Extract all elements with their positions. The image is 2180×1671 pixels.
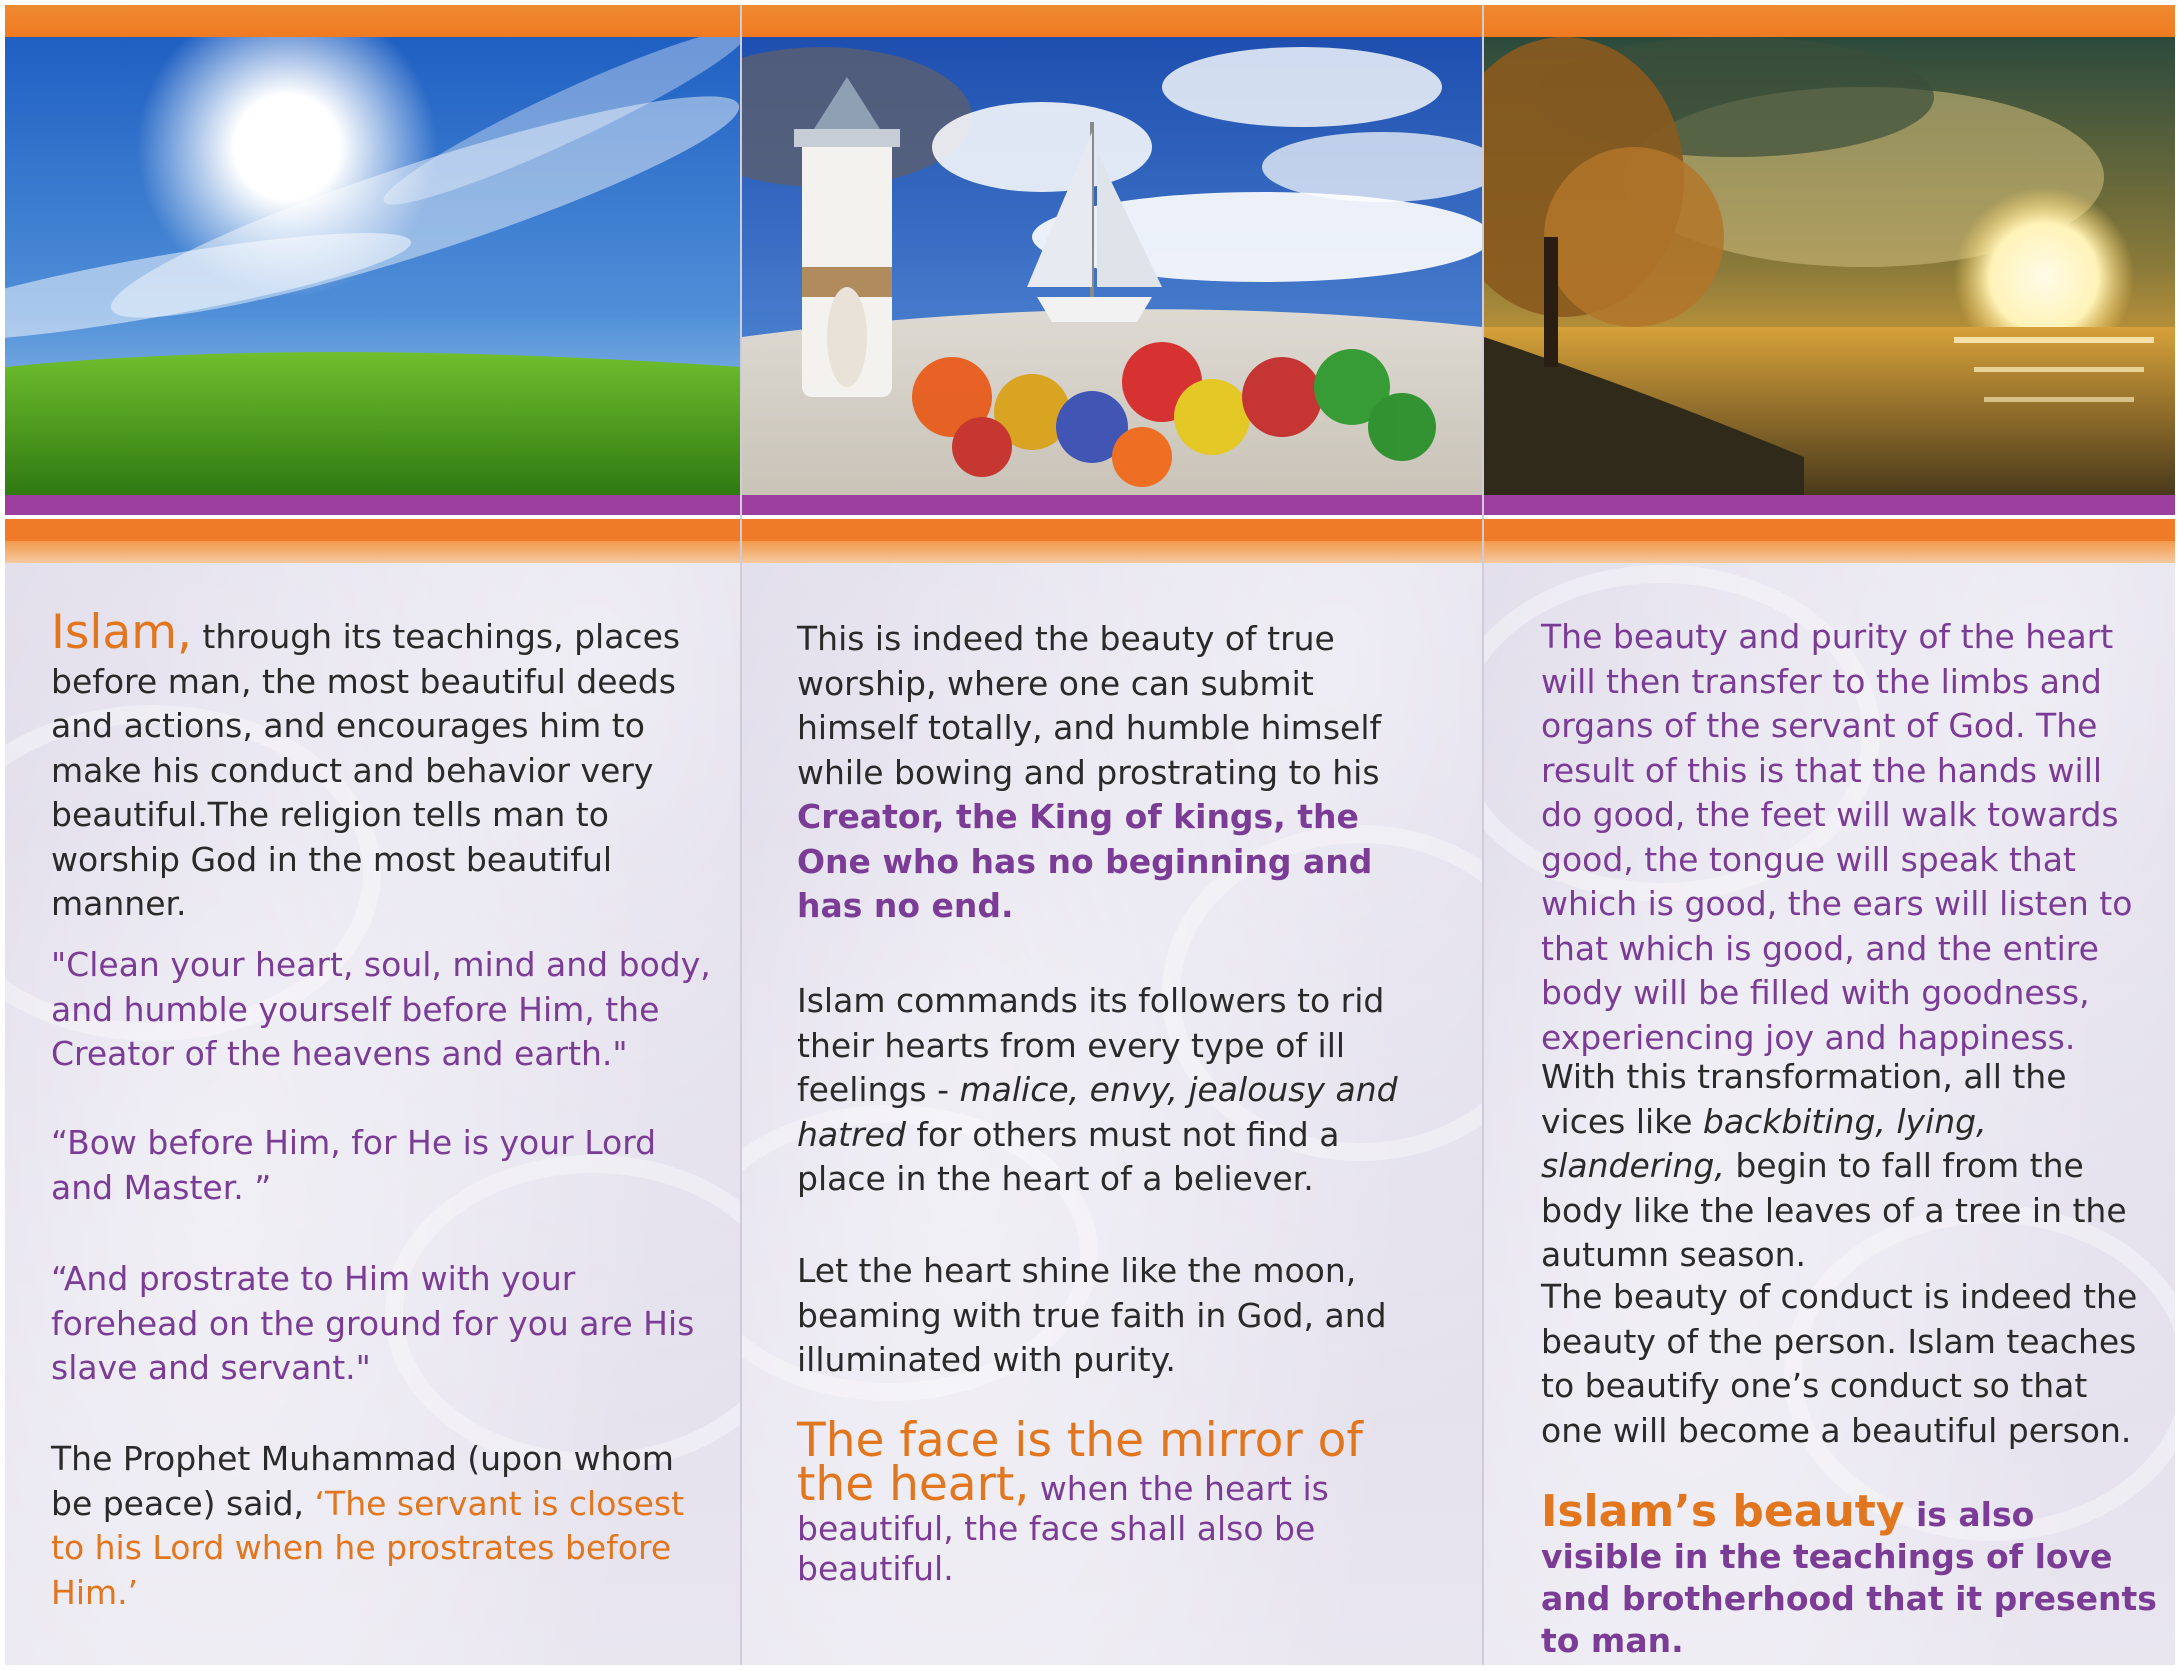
- panel-right: [1484, 5, 2175, 1665]
- islam-heading: Islam,: [51, 605, 192, 660]
- mirror-heading: The face is the mirror of the heart,: [797, 1413, 1363, 1512]
- ill-feelings-list: malice, envy, jealousy and hatred: [797, 1070, 1398, 1154]
- ill-feelings-end: for others must not find a place in the heart of a believer.: [797, 1114, 1340, 1198]
- mirror-text: when the heart is beautiful, the face shall also be beautiful.: [797, 1469, 1329, 1588]
- sun-field-photo: [5, 37, 740, 495]
- panel3-purity: The beauty and purity of the heart will then transfer to the limbs and organs of the servant of God. The result of this is that the hands will do good, the feet will walk towards good, the tongue will speak that which is good, the ears will listen to that which is good, and the entire body will be filled with goodness, experiencing joy and happiness.: [1541, 617, 2133, 1057]
- panel1-intro: [51, 605, 711, 927]
- panel-middle: [742, 5, 1482, 1665]
- panel2-ill-feelings: [797, 979, 1427, 1202]
- prophet-quote: ‘The servant is closest to his Lord when he prostrates before Him.’: [51, 1483, 685, 1612]
- prophet-saying: [51, 1437, 711, 1615]
- quote-bow: “Bow before Him, for He is your Lord and Master. ”: [51, 1123, 657, 1207]
- panel2-moon: Let the heart shine like the moon, beaming with true faith in God, and illuminated with purity.: [797, 1251, 1387, 1379]
- quote-clean-heart: "Clean your heart, soul, mind and body, and humble yourself before Him, the Creator of the heavens and earth.": [51, 945, 711, 1073]
- color-stripes: [5, 495, 740, 563]
- prophet-saying-text: The Prophet Muhammad (upon whom be peace) said,: [51, 1439, 674, 1523]
- vices-list: backbiting, lying, slandering,: [1541, 1101, 1987, 1185]
- panel2-mirror: [797, 1413, 1447, 1589]
- sunset-sea-photo: [1484, 37, 2175, 495]
- brochure: [5, 5, 2175, 1665]
- islams-beauty-heading: Islam’s beauty: [1541, 1486, 1905, 1537]
- panel3-beauty: [1541, 1486, 2161, 1662]
- lighthouse-beach-photo: [742, 37, 1482, 495]
- panel-left: [5, 5, 740, 1665]
- panel3-vices: [1541, 1055, 2141, 1278]
- top-orange-band: [1484, 5, 2175, 37]
- vices-end: begin to fall from the body like the leaves of a tree in the autumn season.: [1541, 1146, 2127, 1274]
- panel2-worship: [797, 617, 1427, 929]
- vices-text: With this transformation, all the vices like: [1541, 1057, 2067, 1141]
- quote-prostrate: “And prostrate to Him with your forehead on the ground for you are His slave and servant.": [51, 1259, 695, 1387]
- panel1-intro-text: through its teachings, places before man, the most beautiful deeds and actions, and encourages him to make his conduct and behavior very beautiful.The religion tells man to worship God in the most beautiful manner.: [51, 617, 681, 923]
- top-orange-band: [742, 5, 1482, 37]
- color-stripes: [1484, 495, 2175, 563]
- color-stripes: [742, 495, 1482, 563]
- ill-feelings-text: Islam commands its followers to rid their hearts from every type of ill feelings -: [797, 981, 1385, 1109]
- top-orange-band: [5, 5, 740, 37]
- worship-text: This is indeed the beauty of true worship, where one can submit himself totally, and humble himself while bowing and prostrating to his: [797, 619, 1382, 792]
- islams-beauty-text: is also visible in the teachings of love and brotherhood that it presents to man.: [1541, 1495, 2157, 1660]
- creator-text: Creator, the King of kings, the One who has no beginning and has no end.: [797, 797, 1373, 925]
- panel3-conduct: The beauty of conduct is indeed the beauty of the person. Islam teaches to beautify one’s conduct so that one will become a beautiful person.: [1541, 1277, 2138, 1450]
